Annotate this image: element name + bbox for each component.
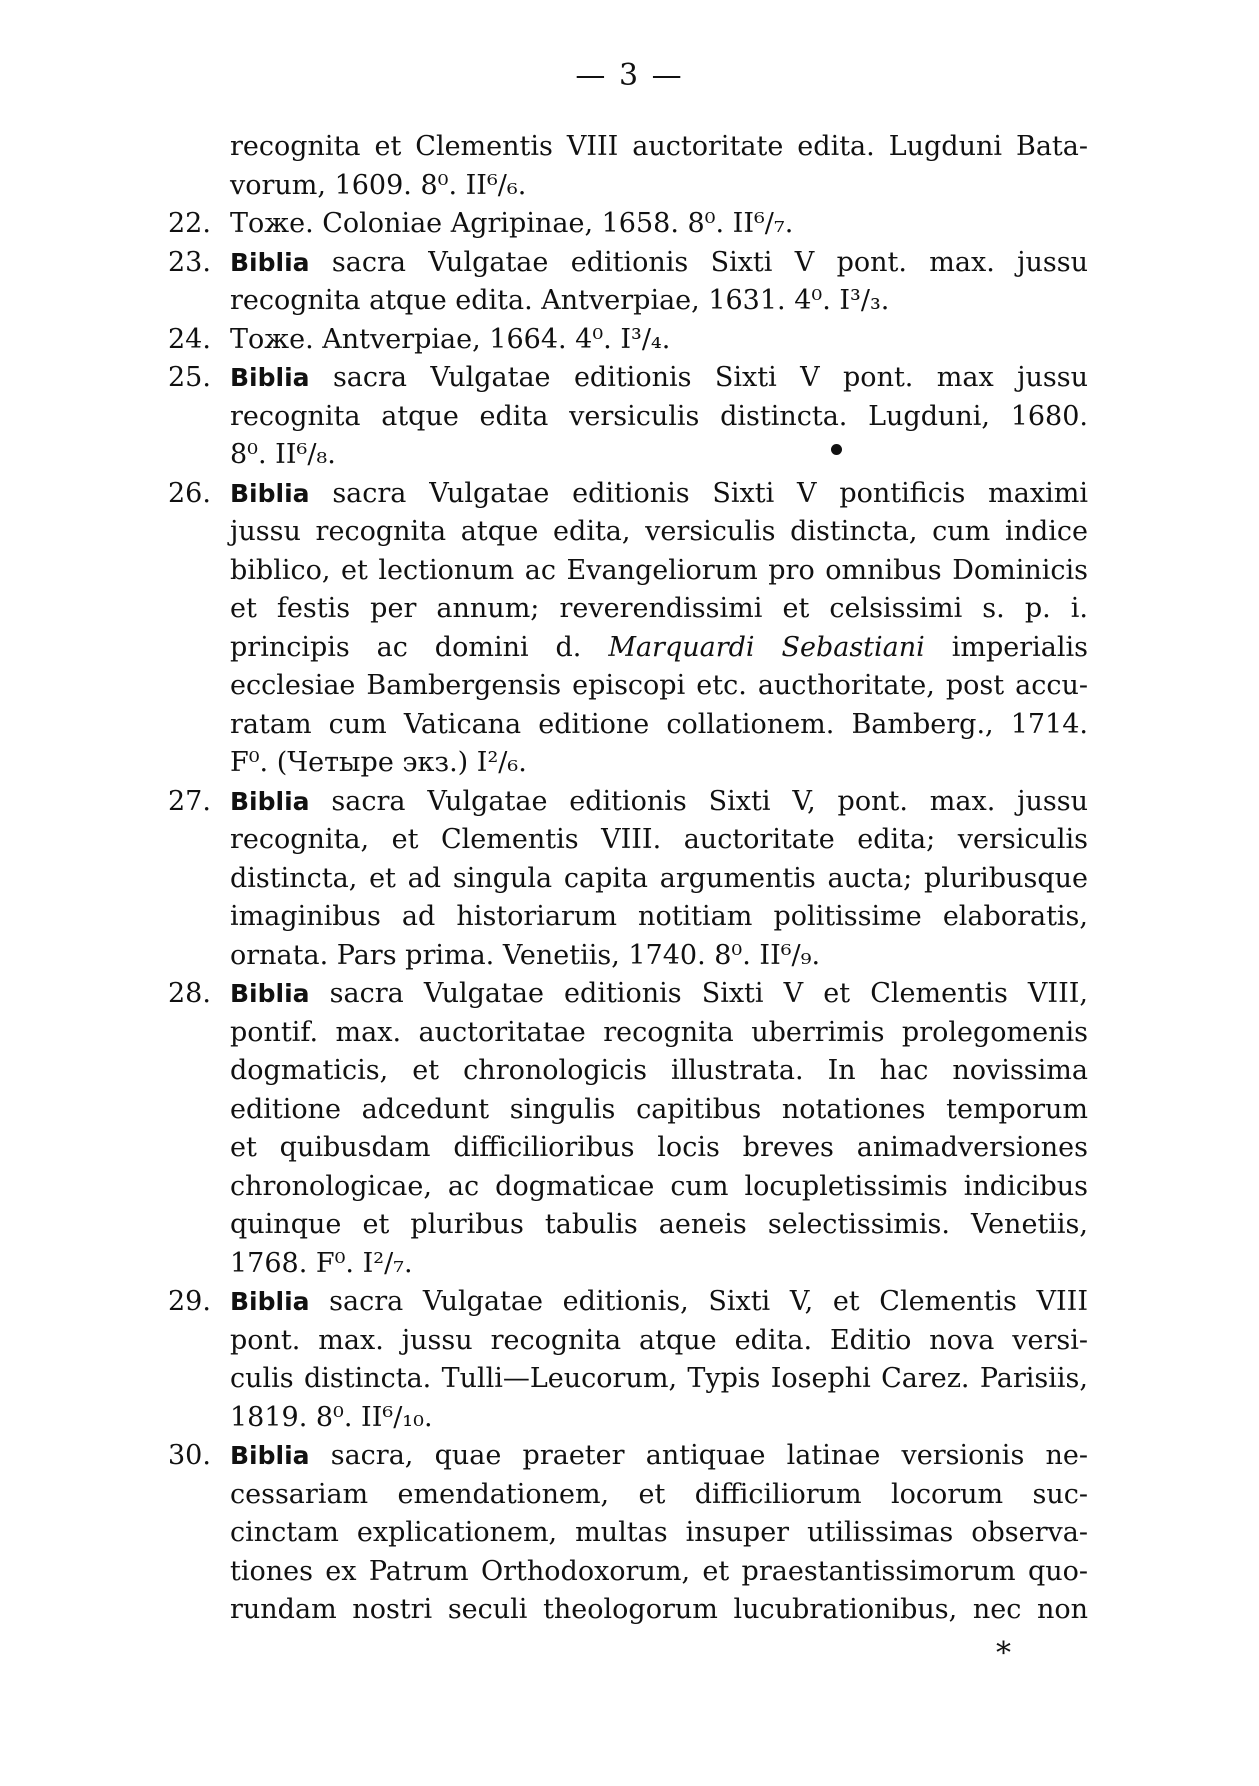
text-segment: sacra Vulgatae editionis Sixti V et Clementis VIII, [309, 978, 1088, 1009]
text-line: cessariam emendationem, et difficiliorum locorum suc- [230, 1478, 1088, 1510]
text-segment: imperialis [924, 631, 1088, 663]
text-line: imaginibus ad historiarum notitiam politissime elaboratis, [230, 901, 1088, 932]
text-line [230, 475, 1088, 514]
text-line: dogmaticis, et chronologicis illustrata. In hac novissima [230, 1055, 1088, 1086]
entry-number: 30. [168, 1440, 211, 1471]
text-line: cinctam explicationem, multas insuper utilissimas observa- [230, 1517, 1088, 1548]
entry-title: Biblia [230, 1441, 310, 1470]
text-segment: sacra Vulgatae editionis Sixti V pontificis maximi [309, 477, 1088, 509]
text-line: biblico, et lectionum ac Evangeliorum pro omnibus Dominicis [230, 554, 1088, 586]
footer-mark: * [996, 1636, 1011, 1671]
entry-title: Biblia [230, 247, 310, 277]
ink-dot [831, 444, 842, 455]
entry-title: Biblia [230, 478, 310, 508]
text-line: recognita, et Clementis VIII. auctoritate edita; versiculis [230, 824, 1088, 855]
entry-26 [168, 475, 1088, 783]
entry-number: 28. [168, 978, 211, 1009]
text-line [230, 359, 1088, 398]
text-line: tiones ex Patrum Orthodoxorum, et praestantissimorum quo- [230, 1555, 1088, 1587]
text-line [230, 783, 1088, 822]
text-line: quinque et pluribus tabulis aeneis selectissimis. Venetiis, [230, 1209, 1088, 1240]
text-line: ratam cum Vaticana editione collationem. Bamberg., 1714. [230, 708, 1088, 740]
text-line: pont. max. jussu recognita atque edita. Editio nova versi- [230, 1324, 1088, 1356]
entry-24 [168, 321, 1088, 360]
entry-number: 22. [168, 208, 211, 239]
entry-title: Biblia [230, 1287, 310, 1316]
entry-number: 24. [168, 323, 211, 355]
text-line: et festis per annum; reverendissimi et celsissimi s. p. i. [230, 593, 1088, 624]
entry-22 [168, 205, 1088, 244]
text-line: recognita et Clementis VIII auctoritate edita. Lugduni Bata- [230, 131, 1088, 162]
entry-title: Biblia [230, 363, 310, 392]
italic-name: Marquardi Sebastiani [608, 631, 925, 663]
entry-number: 26. [168, 477, 211, 509]
text-line: recognita atque edita. Antverpiae, 1631. 4⁰. I³/₃. [230, 285, 890, 316]
text-line: 1819. 8⁰. II⁶/₁₀. [230, 1401, 433, 1433]
text-line [230, 1283, 1088, 1322]
entry-27 [168, 783, 1088, 976]
text-line [230, 975, 1088, 1014]
text-segment: principis ac domini d. [230, 631, 582, 663]
text-line: Тоже. Coloniae Agripinae, 1658. 8⁰. II⁶/₇. [230, 208, 794, 239]
text-line: ornata. Pars prima. Venetiis, 1740. 8⁰. II⁶/₉. [230, 939, 821, 971]
text-segment: sacra, quae praeter antiquae latinae versionis ne- [309, 1440, 1088, 1471]
text-line: recognita atque edita versiculis distincta. Lugduni, 1680. [230, 400, 1088, 432]
text-line: vorum, 1609. 8⁰. II⁶/₆. [230, 169, 527, 201]
entry-number: 27. [168, 785, 211, 817]
text-line: F⁰. (Четыре экз.) I²/₆. [230, 747, 527, 778]
text-line [230, 244, 1088, 283]
entry-28 [168, 975, 1088, 1283]
entry-23 [168, 244, 1088, 321]
text-line: distincta, et ad singula capita argumentis aucta; pluribusque [230, 862, 1088, 894]
text-line: culis distincta. Tulli—Leucorum, Typis Iosephi Carez. Parisiis, [230, 1363, 1088, 1394]
entry-25 [168, 359, 1088, 475]
entry-number: 25. [168, 362, 211, 393]
text-line: 1768. F⁰. I²/₇. [230, 1247, 413, 1279]
text-line [230, 629, 1088, 668]
entry-29 [168, 1283, 1088, 1437]
text-line: 8⁰. II⁶/₈. [230, 439, 336, 470]
text-line [230, 1437, 1088, 1476]
text-line: chronologicae, ac dogmaticae cum locupletissimis indicibus [230, 1170, 1088, 1202]
continuation-block [168, 128, 1088, 205]
page-number: — 3 — [575, 58, 684, 93]
text-line: rundam nostri seculi theologorum lucubrationibus, nec non [230, 1594, 1088, 1625]
text-line: et quibusdam difficilioribus locis breves animadversiones [230, 1132, 1088, 1163]
entry-30 [168, 1437, 1088, 1630]
text-line: Тоже. Antverpiae, 1664. 4⁰. I³/₄. [230, 323, 671, 355]
text-segment: sacra Vulgatae editionis, Sixti V, et Clementis VIII [309, 1286, 1088, 1317]
text-segment: sacra Vulgatae editionis Sixti V, pont. max. jussu [309, 785, 1088, 817]
text-line: jussu recognita atque edita, versiculis distincta, cum indice [230, 516, 1088, 547]
text-segment: sacra Vulgatae editionis Sixti V pont. max. jussu [309, 246, 1088, 278]
entry-number: 23. [168, 246, 211, 278]
text-line: editione adcedunt singulis capitibus notationes temporum [230, 1093, 1088, 1125]
text-line: pontif. max. auctoritatae recognita uberrimis prolegomenis [230, 1016, 1088, 1048]
entry-title: Biblia [230, 786, 310, 816]
entry-title: Biblia [230, 979, 310, 1008]
text-line: ecclesiae Bambergensis episcopi etc. aucthoritate, post accu- [230, 670, 1088, 701]
entry-number: 29. [168, 1286, 211, 1317]
text-segment: sacra Vulgatae editionis Sixti V pont. max jussu [309, 362, 1088, 393]
bibliography-list [168, 128, 1088, 1630]
